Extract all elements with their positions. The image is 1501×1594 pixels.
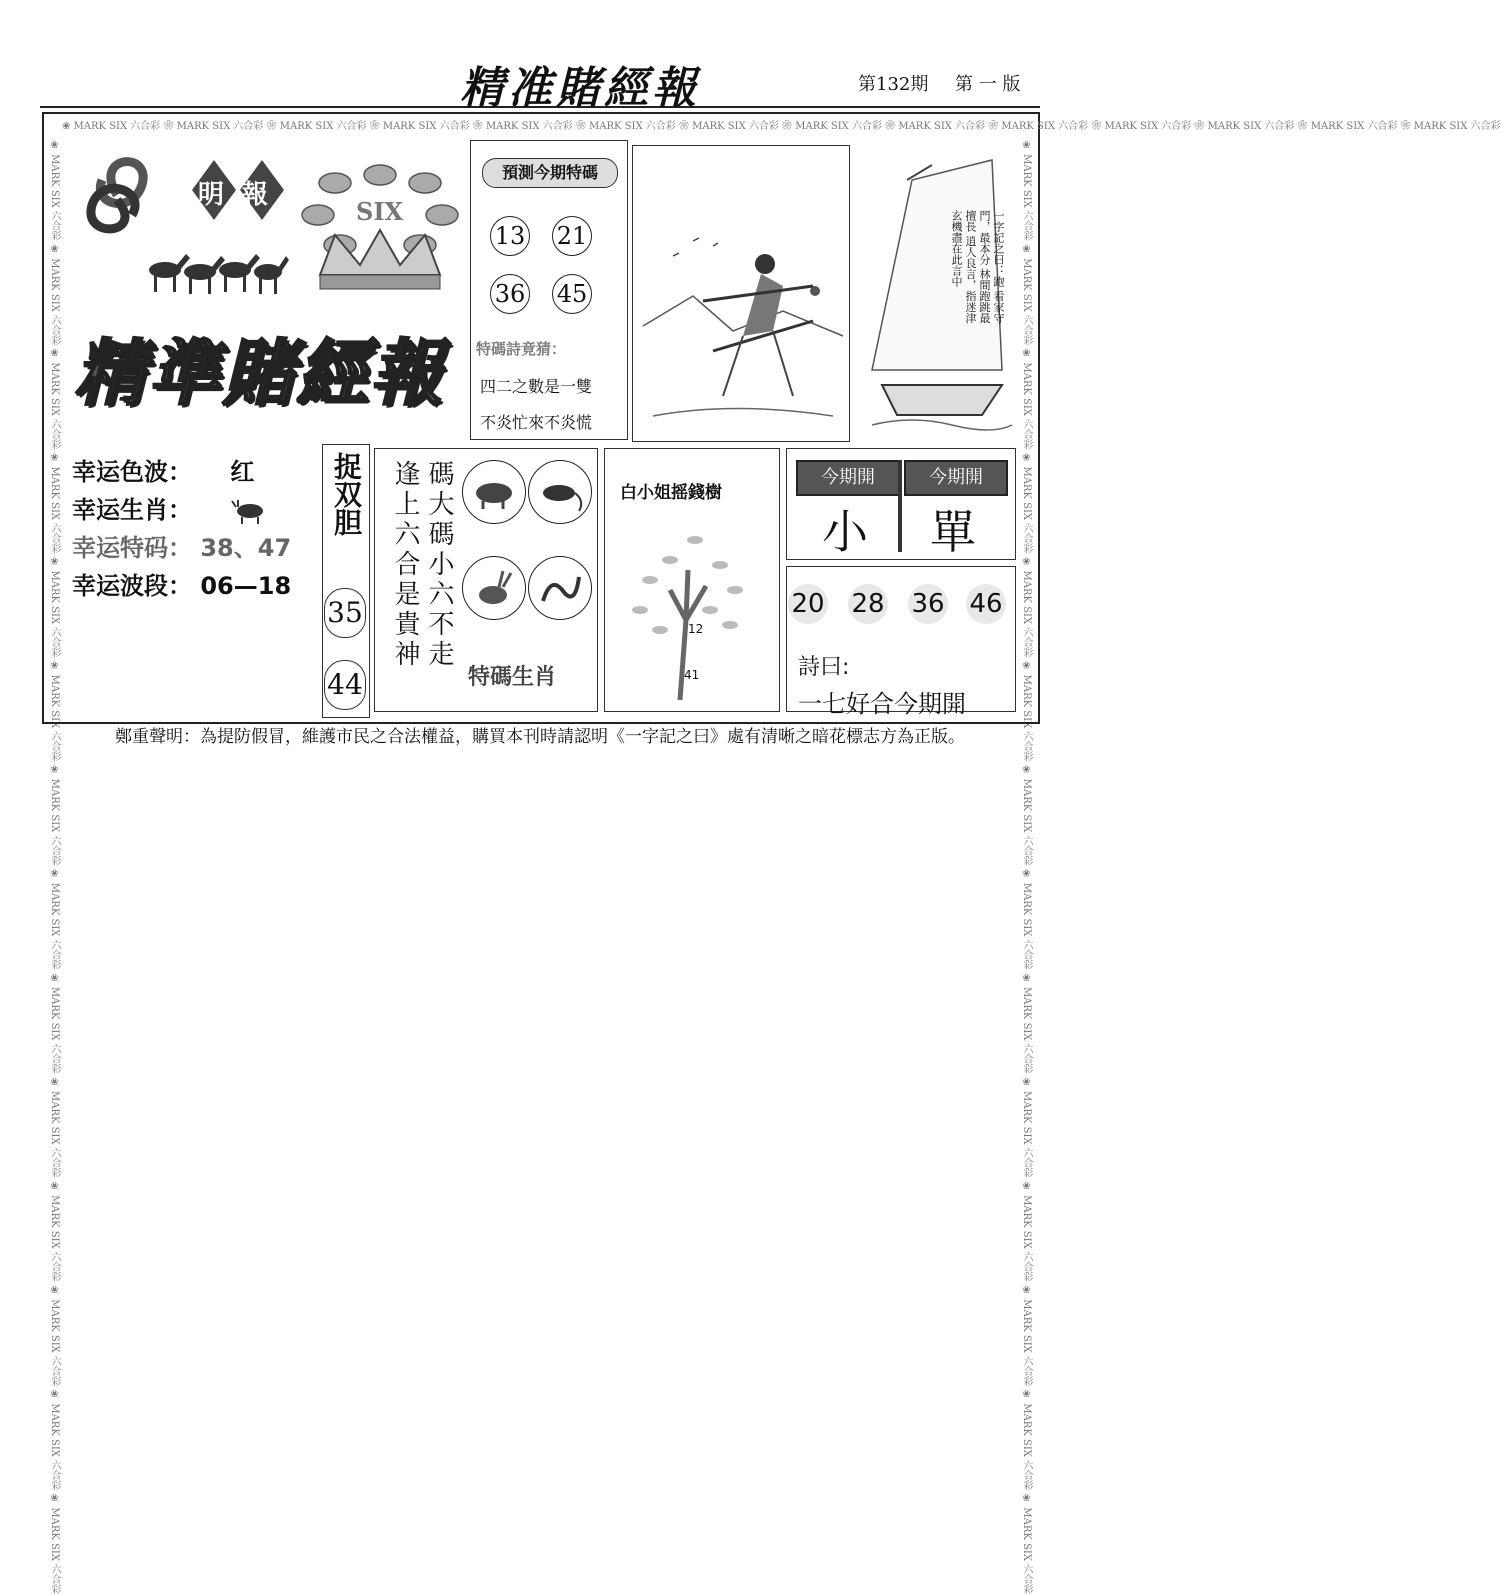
fortune-row bbox=[72, 490, 270, 525]
boat-verse-line: 玄機盡在此言中 bbox=[950, 210, 963, 287]
poem-line: 四二之數是一雙 bbox=[480, 377, 593, 396]
fortune-label: 幸运特码： bbox=[72, 534, 192, 562]
tree-number: 12 bbox=[688, 622, 704, 636]
boat-verse bbox=[905, 210, 1005, 330]
open-value: 小 bbox=[822, 505, 868, 559]
logo-big-title: 精準賭經報 bbox=[74, 330, 445, 415]
zhuo-label-text: 捉双胆 bbox=[330, 452, 363, 536]
dragon-icon bbox=[528, 556, 592, 620]
predict-label: 預測今期特碼 bbox=[482, 158, 618, 188]
poem-label: 詩曰: bbox=[798, 655, 850, 680]
poem-text: 一七好合今期開 bbox=[798, 690, 966, 718]
fortune-label: 幸运生肖： bbox=[72, 496, 192, 524]
footer-disclaimer: 鄭重聲明：為提防假冒，維護市民之合法權益，購買本刊時請認明《一字記之曰》處有清晰之暗花標志方為正版。 bbox=[42, 722, 1038, 748]
fortune-row bbox=[72, 528, 291, 563]
boat-verse-line: 林間跑跳最擅長 bbox=[964, 210, 991, 324]
page-title: 精准賭經報 bbox=[460, 63, 700, 114]
fortune-label: 幸运色波： bbox=[72, 458, 192, 486]
poem-line: 不炎忙來不炎慌 bbox=[480, 413, 593, 432]
crown-logo bbox=[300, 165, 460, 315]
predict-number: 45 bbox=[552, 274, 592, 314]
rabbit-icon bbox=[462, 556, 526, 620]
predict-number: 36 bbox=[490, 274, 530, 314]
issue-number: 第132期 bbox=[858, 74, 929, 95]
number-ball: 28 bbox=[848, 584, 888, 624]
fortune-value: 38、47 bbox=[200, 534, 292, 562]
zhuo-label bbox=[328, 452, 364, 545]
edition-label: 第 一 版 bbox=[955, 74, 1021, 95]
poem-title: 特碼詩竟猜： bbox=[476, 340, 567, 358]
predict-number: 21 bbox=[552, 216, 592, 256]
open-value: 單 bbox=[930, 505, 976, 559]
number-ball: 36 bbox=[908, 584, 948, 624]
boat-verse-line: 一字記之曰：跑 bbox=[992, 210, 1005, 287]
horses-image-icon bbox=[140, 240, 290, 300]
fortune-value: 06—18 bbox=[200, 572, 292, 600]
tree-title: 白小姐摇錢樹 bbox=[620, 483, 722, 503]
fortune-row bbox=[72, 566, 291, 601]
zhuo-number: 44 bbox=[324, 660, 366, 710]
zhuo-number: 35 bbox=[324, 588, 366, 638]
girl-on-stilts-icon bbox=[633, 146, 849, 441]
rat-icon bbox=[528, 460, 592, 524]
crown-icon bbox=[300, 165, 460, 315]
open-tab: 今期開 bbox=[796, 460, 900, 496]
mingbao-badge bbox=[190, 158, 286, 222]
fortune-value: 红 bbox=[230, 458, 255, 486]
crown-text: SIX bbox=[356, 197, 404, 226]
open-divider bbox=[898, 460, 902, 552]
border-strip-top: ❀ MARK SIX 六合彩 ❀ MARK SIX 六合彩 ❀ MARK SIX 六合彩 ❀ MARK SIX 六合彩 ❀ MARK SIX 六合彩 ❀ MARK SIX 六合彩 ❀ MARK SIX 六合彩 ❀ MARK SIX 六合彩 ❀ MARK SIX 六合彩 ❀ MARK SIX 六合彩 ❀ MARK SIX 六合彩 ❀ MARK SIX 六合彩 ❀ MARK SIX 六合彩 ❀ MARK SIX 六合彩 bbox=[62, 121, 1501, 132]
fortune-label: 幸运波段： bbox=[72, 572, 192, 600]
number-ball: 46 bbox=[966, 584, 1006, 624]
mingbao-text: 明報 bbox=[198, 180, 287, 210]
swirl-logo-icon bbox=[72, 145, 162, 245]
border-strip-right: ❀ MARK SIX 六合彩 ❀ MARK SIX 六合彩 ❀ MARK SIX 六合彩 ❀ MARK SIX 六合彩 ❀ MARK SIX 六合彩 ❀ MARK SIX 六合彩 ❀ MARK SIX 六合彩 ❀ MARK SIX 六合彩 ❀ MARK SIX 六合彩 ❀ MARK SIX 六合彩 ❀ MARK SIX 六合彩 ❀ MARK SIX 六合彩 ❀ MARK SIX 六合彩 ❀ MARK SIX 六合彩 bbox=[1021, 140, 1032, 1594]
girl-illustration bbox=[632, 145, 850, 442]
open-tab: 今期開 bbox=[904, 460, 1008, 496]
pig-icon bbox=[462, 460, 526, 524]
predict-number: 13 bbox=[490, 216, 530, 256]
number-ball: 20 bbox=[788, 584, 828, 624]
boat-verse-line: 看家守門，最本分 bbox=[978, 210, 1005, 324]
ox-icon bbox=[230, 497, 270, 525]
tree-number: 41 bbox=[684, 668, 700, 682]
border-strip-left: ❀ MARK SIX 六合彩 ❀ MARK SIX 六合彩 ❀ MARK SIX 六合彩 ❀ MARK SIX 六合彩 ❀ MARK SIX 六合彩 ❀ MARK SIX 六合彩 ❀ MARK SIX 六合彩 ❀ MARK SIX 六合彩 ❀ MARK SIX 六合彩 ❀ MARK SIX 六合彩 ❀ MARK SIX 六合彩 ❀ MARK SIX 六合彩 ❀ MARK SIX 六合彩 ❀ MARK SIX 六合彩 bbox=[49, 140, 60, 1594]
boat-verse-line: 逍人良言，指迷津 bbox=[964, 235, 977, 324]
verse-column: 碼大碼小六不走 bbox=[424, 460, 454, 670]
fortune-row bbox=[72, 452, 254, 487]
zodiac-label: 特碼生肖 bbox=[468, 665, 557, 690]
verse-column: 逢上六合是貴神 bbox=[390, 460, 420, 670]
